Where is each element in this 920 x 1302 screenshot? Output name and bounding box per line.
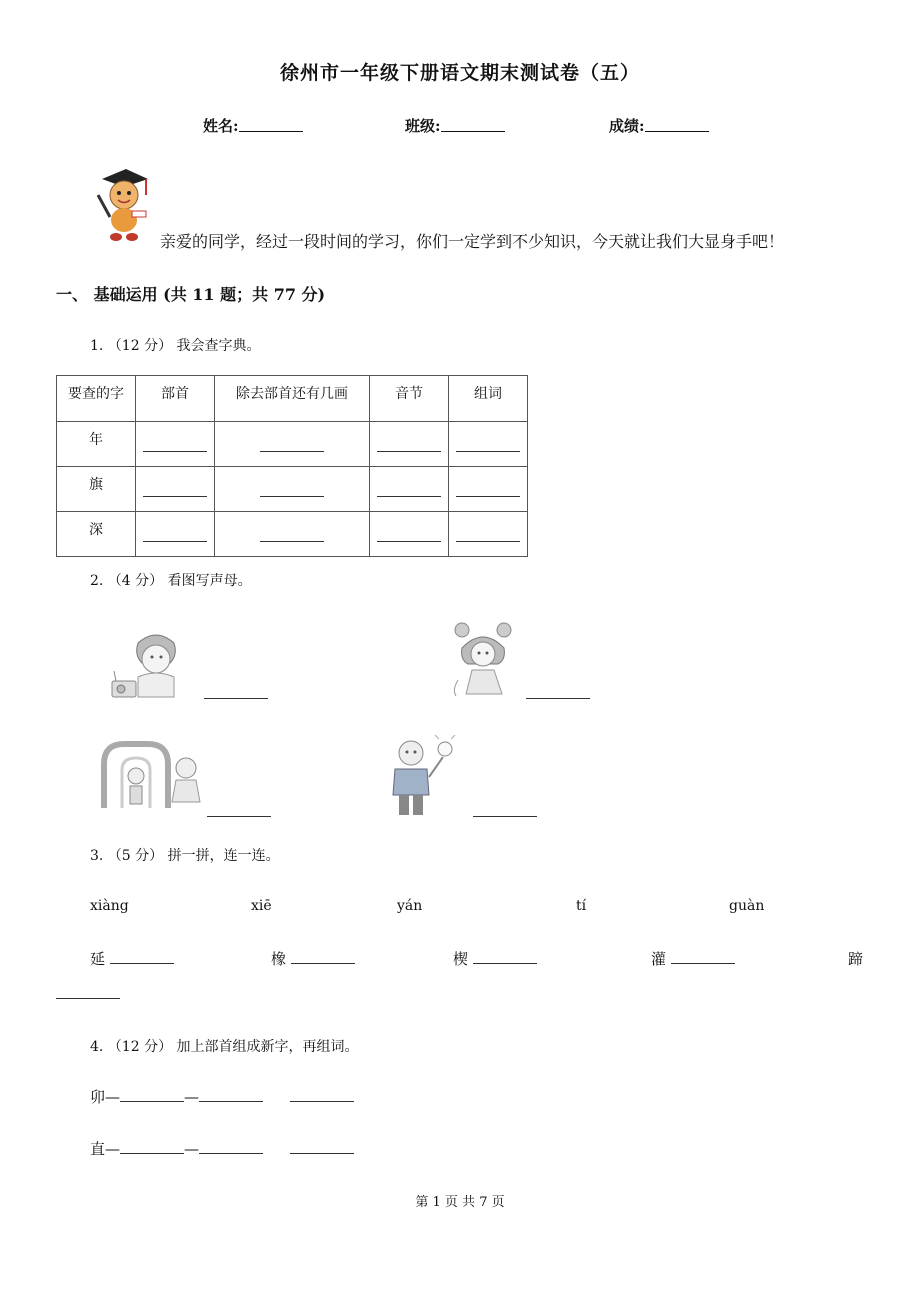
table-header-cell: 部首 xyxy=(136,376,215,422)
radical-row xyxy=(90,1086,354,1107)
graduate-mascot-image xyxy=(88,165,152,245)
char-item xyxy=(651,948,735,969)
base-char: 直— xyxy=(90,1140,121,1158)
dash: — xyxy=(184,1140,200,1158)
table-row xyxy=(57,512,528,557)
answer-blank[interactable] xyxy=(377,439,441,452)
section-heading: 一、 基础运用 (共 11 题；共 77 分) xyxy=(56,285,326,304)
table-header-cell: 要查的字 xyxy=(57,376,136,422)
table-row xyxy=(57,467,528,512)
answer-blank[interactable] xyxy=(456,529,520,542)
char-text: 灌 xyxy=(651,950,667,968)
dash: — xyxy=(184,1088,200,1106)
answer-blank[interactable] xyxy=(260,439,324,452)
answer-blank[interactable] xyxy=(290,1141,354,1154)
answer-blank[interactable] xyxy=(290,1089,354,1102)
answer-blank[interactable] xyxy=(199,1089,263,1102)
answer-blank[interactable] xyxy=(456,484,520,497)
class-blank[interactable] xyxy=(441,117,505,132)
char-text: 延 xyxy=(90,950,106,968)
question-4-heading: 4. （12 分） 加上部首组成新字，再组词。 xyxy=(90,1039,359,1055)
char-item: 蹄 xyxy=(848,950,864,968)
char-item xyxy=(271,948,355,969)
greeting-text: 亲爱的同学，经过一段时间的学习，你们一定学到不少知识，今天就让我们大显身手吧！ xyxy=(160,232,785,251)
name-field xyxy=(203,115,303,136)
answer-blank[interactable] xyxy=(377,484,441,497)
girl-watering-image xyxy=(448,620,518,700)
answer-blank[interactable] xyxy=(143,439,207,452)
question-1-heading: 1. （12 分） 我会查字典。 xyxy=(90,338,261,354)
answer-blank[interactable] xyxy=(56,986,120,999)
pinyin-item: xiàng xyxy=(90,898,129,914)
answer-blank[interactable] xyxy=(456,439,520,452)
char-item xyxy=(453,948,537,969)
answer-blank[interactable] xyxy=(526,686,590,699)
question-3-heading: 3. （5 分） 拼一拼，连一连。 xyxy=(90,848,280,864)
char-text: 橡 xyxy=(271,950,287,968)
pinyin-item: guàn xyxy=(729,898,765,914)
table-header-cell: 除去部首还有几画 xyxy=(215,376,370,422)
answer-blank[interactable] xyxy=(110,951,174,964)
name-label: 姓名: xyxy=(203,117,239,135)
lookup-char: 深 xyxy=(57,512,136,557)
answer-blank[interactable] xyxy=(260,484,324,497)
table-header-cell: 组词 xyxy=(449,376,528,422)
char-item xyxy=(90,948,174,969)
table-row xyxy=(57,422,528,467)
class-field xyxy=(405,115,505,136)
page-title: 徐州市一年级下册语文期末测试卷（五） xyxy=(279,62,640,84)
answer-blank[interactable] xyxy=(120,1089,184,1102)
answer-blank[interactable] xyxy=(143,529,207,542)
pinyin-item: tí xyxy=(576,898,587,914)
answer-blank[interactable] xyxy=(671,951,735,964)
page-footer: 第 1 页 共 7 页 xyxy=(415,1195,505,1210)
lookup-char: 旗 xyxy=(57,467,136,512)
pinyin-item: xiē xyxy=(251,898,272,914)
archway-children-image xyxy=(100,740,210,810)
answer-blank[interactable] xyxy=(291,951,355,964)
answer-blank[interactable] xyxy=(204,686,268,699)
lookup-char: 年 xyxy=(57,422,136,467)
answer-blank[interactable] xyxy=(260,529,324,542)
answer-blank[interactable] xyxy=(143,484,207,497)
score-field xyxy=(609,115,709,136)
answer-blank[interactable] xyxy=(377,529,441,542)
answer-blank[interactable] xyxy=(199,1141,263,1154)
score-label: 成绩: xyxy=(609,117,645,135)
score-blank[interactable] xyxy=(645,117,709,132)
answer-blank[interactable] xyxy=(120,1141,184,1154)
dictionary-table xyxy=(56,375,528,557)
class-label: 班级: xyxy=(405,117,441,135)
grandpa-lamp-image xyxy=(385,735,465,817)
name-blank[interactable] xyxy=(239,117,303,132)
question-2-heading: 2. （4 分） 看图写声母。 xyxy=(90,573,252,589)
table-header-cell: 音节 xyxy=(370,376,449,422)
base-char: 卯— xyxy=(90,1088,121,1106)
boy-radio-image xyxy=(108,625,190,700)
table-header-row xyxy=(57,376,528,422)
radical-row xyxy=(90,1138,354,1159)
answer-blank[interactable] xyxy=(473,951,537,964)
answer-blank[interactable] xyxy=(207,804,271,817)
char-text: 楔 xyxy=(453,950,469,968)
answer-blank[interactable] xyxy=(473,804,537,817)
pinyin-item: yán xyxy=(397,898,423,914)
